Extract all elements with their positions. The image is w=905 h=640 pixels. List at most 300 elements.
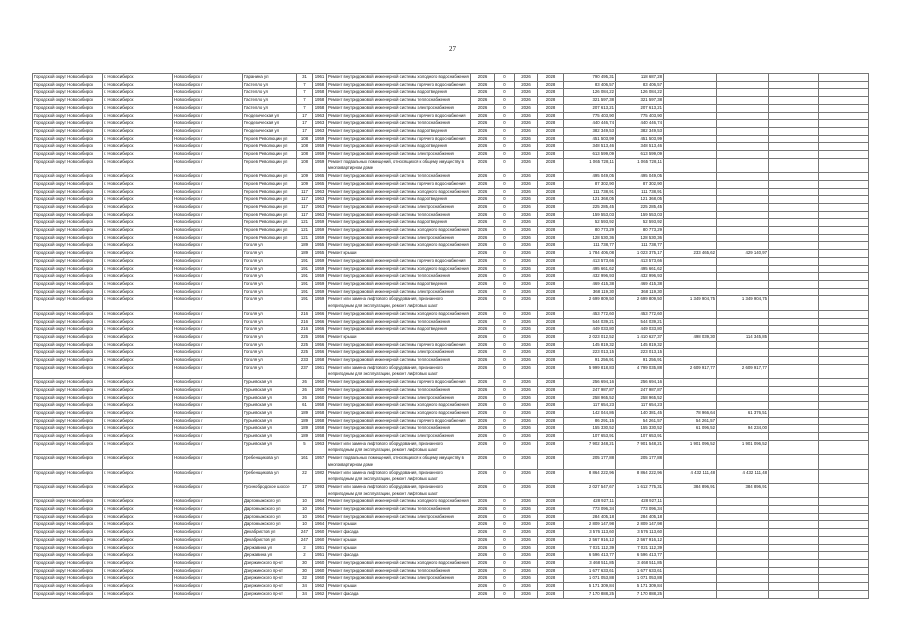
col-empty-1: [769, 81, 819, 89]
col-cost-extra-1: [664, 280, 717, 288]
col-count: 0: [495, 583, 515, 591]
col-plan-start: 2026: [515, 196, 538, 204]
col-count: 0: [495, 242, 515, 250]
col-house: 189: [297, 425, 313, 433]
col-cost-extra-1: [664, 349, 717, 357]
col-cost-extra-2: [717, 513, 769, 521]
col-cost-fund: 7 170 888,25: [616, 590, 664, 598]
col-empty-1: [769, 521, 819, 529]
col-plan-start: 2026: [515, 560, 538, 568]
col-city: Новосибирск г: [173, 97, 243, 105]
col-empty-2: [819, 242, 869, 250]
col-year-start: 2026: [471, 158, 495, 172]
col-house: 109: [297, 173, 313, 181]
table-row: [33, 97, 869, 105]
col-empty-1: [769, 104, 819, 112]
col-plan-end: 2028: [538, 74, 564, 82]
col-street: Дзержинского пр-кт: [243, 560, 297, 568]
col-cost-extra-1: [664, 433, 717, 441]
table-row: [33, 196, 869, 204]
col-city: Новосибирск г: [173, 425, 243, 433]
col-cost-extra-1: [664, 127, 717, 135]
col-cost-extra-2: 1 349 904,75: [717, 296, 769, 310]
col-city: Новосибирск г: [173, 135, 243, 143]
col-city: Новосибирск г: [173, 513, 243, 521]
col-count: 0: [495, 349, 515, 357]
col-cost-extra-2: [717, 583, 769, 591]
col-municipality: Городской округ Новосибирск: [33, 513, 103, 521]
col-cost-total: 111 738,91: [564, 188, 616, 196]
col-year-built: 1966: [313, 310, 327, 318]
col-cost-extra-2: [717, 506, 769, 514]
col-year-start: 2026: [471, 575, 495, 583]
col-empty-2: [819, 180, 869, 188]
col-cost-extra-1: [664, 112, 717, 120]
col-city: Новосибирск г: [173, 357, 243, 365]
col-plan-start: 2026: [515, 310, 538, 318]
col-empty-2: [819, 74, 869, 82]
col-year-built: 1958: [313, 97, 327, 105]
col-count: 0: [495, 394, 515, 402]
col-empty-2: [819, 394, 869, 402]
col-year-start: 2026: [471, 135, 495, 143]
col-plan-start: 2026: [515, 234, 538, 242]
col-house: 117: [297, 196, 313, 204]
col-cost-fund: 256 694,16: [616, 379, 664, 387]
col-plan-end: 2028: [538, 188, 564, 196]
col-work-type: Ремонт внутридомовой инженерной системы горячего водоснабжения: [327, 135, 471, 143]
col-cost-total: 7 902 348,21: [564, 440, 616, 454]
col-city: Новосибирск г: [173, 280, 243, 288]
col-plan-end: 2028: [538, 310, 564, 318]
col-empty-1: [769, 196, 819, 204]
col-work-type: Ремонт внутридомовой инженерной системы горячего водоснабжения: [327, 81, 471, 89]
col-empty-1: [769, 560, 819, 568]
col-municipality: Городской округ Новосибирск: [33, 402, 103, 410]
col-street: Гурьевская ул: [243, 417, 297, 425]
col-year-start: 2026: [471, 227, 495, 235]
col-municipality: Городской округ Новосибирск: [33, 158, 103, 172]
col-year-built: 1956: [313, 333, 327, 341]
col-year-start: 2026: [471, 506, 495, 514]
col-plan-end: 2028: [538, 483, 564, 497]
col-street: Дзержинского пр-кт: [243, 583, 297, 591]
col-street: Геодезическая ул: [243, 127, 297, 135]
col-empty-2: [819, 498, 869, 506]
col-cost-fund: 495 049,05: [616, 173, 664, 181]
col-plan-start: 2026: [515, 386, 538, 394]
col-work-type: Ремонт внутридомовой инженерной системы холодного водоснабжения: [327, 498, 471, 506]
col-cost-total: 348 513,46: [564, 143, 616, 151]
col-municipality: Городской округ Новосибирск: [33, 227, 103, 235]
table-row: [33, 203, 869, 211]
col-year-built: 1957: [313, 455, 327, 469]
col-empty-1: [769, 394, 819, 402]
col-street: Гусинобродское шоссе: [243, 483, 297, 497]
col-year-built: 1960: [313, 536, 327, 544]
col-street: Дзержинского пр-кт: [243, 590, 297, 598]
col-house: 191: [297, 265, 313, 273]
col-municipality: Городской округ Новосибирск: [33, 417, 103, 425]
table-row: [33, 469, 869, 483]
col-work-type: Ремонт внутридомовой инженерной системы холодного водоснабжения: [327, 188, 471, 196]
col-work-type: Ремонт внутридомовой инженерной системы электроснабжения: [327, 104, 471, 112]
col-empty-2: [819, 288, 869, 296]
col-work-type: Ремонт крыши: [327, 250, 471, 258]
col-empty-1: [769, 536, 819, 544]
col-year-start: 2026: [471, 219, 495, 227]
col-year-start: 2026: [471, 341, 495, 349]
col-cost-extra-2: [717, 552, 769, 560]
col-empty-1: [769, 440, 819, 454]
col-empty-2: [819, 104, 869, 112]
col-year-start: 2026: [471, 349, 495, 357]
col-plan-end: 2028: [538, 211, 564, 219]
col-settlement: г. Новосибирск: [103, 74, 173, 82]
col-city: Новосибирск г: [173, 349, 243, 357]
col-year-built: 1958: [313, 104, 327, 112]
col-street: Гоголя ул: [243, 288, 297, 296]
col-house: 161: [297, 455, 313, 469]
col-empty-2: [819, 158, 869, 172]
col-work-type: Ремонт крыши: [327, 333, 471, 341]
col-year-built: 1960: [313, 394, 327, 402]
col-municipality: Городской округ Новосибирск: [33, 483, 103, 497]
col-cost-total: 91 256,91: [564, 357, 616, 365]
col-count: 0: [495, 498, 515, 506]
col-empty-2: [819, 203, 869, 211]
col-year-built: 1959: [313, 227, 327, 235]
col-cost-fund: 1 612 775,31: [616, 483, 664, 497]
col-plan-start: 2026: [515, 379, 538, 387]
col-cost-total: 1 065 728,11: [564, 158, 616, 172]
col-cost-extra-2: [717, 227, 769, 235]
col-empty-1: [769, 89, 819, 97]
col-plan-end: 2028: [538, 81, 564, 89]
col-city: Новосибирск г: [173, 112, 243, 120]
col-house: 191: [297, 257, 313, 265]
table-body: [33, 74, 869, 599]
col-year-built: 1961: [313, 364, 327, 378]
col-cost-extra-1: [664, 120, 717, 128]
col-street: Героев Революции ул: [243, 227, 297, 235]
col-cost-fund: 145 819,32: [616, 341, 664, 349]
col-settlement: г. Новосибирск: [103, 455, 173, 469]
col-municipality: Городской округ Новосибирск: [33, 257, 103, 265]
col-city: Новосибирск г: [173, 529, 243, 537]
col-municipality: Городской округ Новосибирск: [33, 326, 103, 334]
col-settlement: г. Новосибирск: [103, 521, 173, 529]
col-settlement: г. Новосибирск: [103, 257, 173, 265]
table-row: [33, 120, 869, 128]
col-cost-fund: 440 446,74: [616, 120, 664, 128]
col-work-type: Ремонт внутридомовой инженерной системы теплоснабжения: [327, 273, 471, 281]
col-cost-total: 1 071 053,88: [564, 575, 616, 583]
col-cost-extra-1: 384 896,91: [664, 483, 717, 497]
col-municipality: Городской округ Новосибирск: [33, 180, 103, 188]
col-empty-1: [769, 409, 819, 417]
col-empty-1: [769, 506, 819, 514]
col-city: Новосибирск г: [173, 288, 243, 296]
col-plan-end: 2028: [538, 575, 564, 583]
col-cost-total: 469 415,38: [564, 280, 616, 288]
col-house: 7: [297, 104, 313, 112]
col-street: Даргомыжского ул: [243, 498, 297, 506]
col-cost-extra-2: [717, 349, 769, 357]
col-empty-2: [819, 265, 869, 273]
col-city: Новосибирск г: [173, 120, 243, 128]
col-street: Державина ул: [243, 552, 297, 560]
col-year-start: 2026: [471, 513, 495, 521]
col-empty-2: [819, 536, 869, 544]
col-work-type: Ремонт внутридомовой инженерной системы теплоснабжения: [327, 97, 471, 105]
col-city: Новосибирск г: [173, 409, 243, 417]
col-cost-extra-1: [664, 341, 717, 349]
col-work-type: Ремонт внутридомовой инженерной системы теплоснабжения: [327, 506, 471, 514]
col-cost-total: 83 406,57: [564, 81, 616, 89]
table-row: [33, 544, 869, 552]
col-plan-end: 2028: [538, 536, 564, 544]
col-city: Новосибирск г: [173, 590, 243, 598]
col-year-built: 1955: [313, 250, 327, 258]
col-count: 0: [495, 552, 515, 560]
col-city: Новосибирск г: [173, 326, 243, 334]
col-house: 216: [297, 310, 313, 318]
col-cost-fund: 128 530,36: [616, 234, 664, 242]
table-row: [33, 143, 869, 151]
col-year-start: 2026: [471, 257, 495, 265]
col-city: Новосибирск г: [173, 455, 243, 469]
col-cost-total: 7 170 888,25: [564, 590, 616, 598]
col-work-type: Ремонт внутридомовой инженерной системы водоотведения: [327, 89, 471, 97]
col-settlement: г. Новосибирск: [103, 250, 173, 258]
col-empty-2: [819, 257, 869, 265]
col-settlement: г. Новосибирск: [103, 575, 173, 583]
col-cost-fund: 8 864 222,96: [616, 469, 664, 483]
col-cost-total: 207 613,21: [564, 104, 616, 112]
col-year-start: 2026: [471, 364, 495, 378]
col-count: 0: [495, 310, 515, 318]
table-row: [33, 280, 869, 288]
col-cost-extra-1: [664, 455, 717, 469]
col-municipality: Городской округ Новосибирск: [33, 333, 103, 341]
col-cost-total: 368 119,30: [564, 288, 616, 296]
col-count: 0: [495, 536, 515, 544]
col-cost-fund: 495 661,62: [616, 265, 664, 273]
col-settlement: г. Новосибирск: [103, 219, 173, 227]
col-municipality: Городской округ Новосибирск: [33, 455, 103, 469]
col-settlement: г. Новосибирск: [103, 394, 173, 402]
col-plan-end: 2028: [538, 273, 564, 281]
col-year-built: 1960: [313, 529, 327, 537]
col-city: Новосибирск г: [173, 173, 243, 181]
col-year-start: 2026: [471, 104, 495, 112]
col-cost-extra-1: [664, 326, 717, 334]
col-year-built: 1959: [313, 219, 327, 227]
col-settlement: г. Новосибирск: [103, 120, 173, 128]
table-row: [33, 219, 869, 227]
col-plan-end: 2028: [538, 357, 564, 365]
col-empty-1: [769, 120, 819, 128]
col-city: Новосибирск г: [173, 506, 243, 514]
col-city: Новосибирск г: [173, 364, 243, 378]
col-cost-fund: 117 654,23: [616, 402, 664, 410]
col-year-start: 2026: [471, 97, 495, 105]
col-year-start: 2026: [471, 498, 495, 506]
col-work-type: Ремонт внутридомовой инженерной системы холодного водоснабжения: [327, 265, 471, 273]
table-row: [33, 560, 869, 568]
col-municipality: Городской округ Новосибирск: [33, 265, 103, 273]
col-plan-start: 2026: [515, 333, 538, 341]
col-plan-end: 2028: [538, 379, 564, 387]
col-cost-total: 87 302,90: [564, 180, 616, 188]
col-street: Гурьевская ул: [243, 394, 297, 402]
col-municipality: Городской округ Новосибирск: [33, 583, 103, 591]
col-count: 0: [495, 521, 515, 529]
col-cost-extra-1: 4 432 111,48: [664, 469, 717, 483]
col-plan-end: 2028: [538, 203, 564, 211]
col-settlement: г. Новосибирск: [103, 529, 173, 537]
col-street: Гоголя ул: [243, 250, 297, 258]
col-empty-1: [769, 158, 819, 172]
col-work-type: Ремонт крыши: [327, 521, 471, 529]
col-plan-start: 2026: [515, 521, 538, 529]
col-cost-extra-2: [717, 455, 769, 469]
table-row: [33, 498, 869, 506]
col-cost-extra-2: [717, 196, 769, 204]
col-work-type: Ремонт или замена лифтового оборудования, признанного непригодным для эксплуатации, ремонт лифтовых шахт: [327, 469, 471, 483]
col-city: Новосибирск г: [173, 575, 243, 583]
table-row: [33, 513, 869, 521]
col-year-built: 1965: [313, 173, 327, 181]
col-cost-extra-1: [664, 265, 717, 273]
col-cost-extra-2: [717, 104, 769, 112]
col-empty-2: [819, 81, 869, 89]
col-plan-end: 2028: [538, 250, 564, 258]
col-cost-extra-2: [717, 544, 769, 552]
col-count: 0: [495, 173, 515, 181]
col-cost-total: 2 567 916,12: [564, 536, 616, 544]
col-house: 108: [297, 143, 313, 151]
col-plan-start: 2026: [515, 440, 538, 454]
col-cost-total: 126 084,22: [564, 89, 616, 97]
table-row: [33, 188, 869, 196]
col-city: Новосибирск г: [173, 219, 243, 227]
col-cost-extra-2: [717, 536, 769, 544]
col-empty-1: [769, 97, 819, 105]
col-cost-fund: 2 567 916,12: [616, 536, 664, 544]
col-year-start: 2026: [471, 273, 495, 281]
col-municipality: Городской округ Новосибирск: [33, 575, 103, 583]
col-municipality: Городской округ Новосибирск: [33, 173, 103, 181]
col-plan-end: 2028: [538, 433, 564, 441]
col-count: 0: [495, 273, 515, 281]
col-plan-end: 2028: [538, 242, 564, 250]
col-empty-1: [769, 544, 819, 552]
col-street: Героев Революции ул: [243, 211, 297, 219]
col-cost-total: 3 468 511,85: [564, 560, 616, 568]
col-plan-end: 2028: [538, 227, 564, 235]
col-cost-fund: 4 799 035,88: [616, 364, 664, 378]
col-cost-total: 440 446,74: [564, 120, 616, 128]
table-row: [33, 386, 869, 394]
col-plan-end: 2028: [538, 135, 564, 143]
col-cost-extra-1: [664, 402, 717, 410]
table-row: [33, 394, 869, 402]
col-cost-total: 2 809 147,98: [564, 521, 616, 529]
col-empty-1: [769, 280, 819, 288]
col-count: 0: [495, 455, 515, 469]
col-cost-total: 86 291,15: [564, 417, 616, 425]
col-city: Новосибирск г: [173, 227, 243, 235]
col-cost-total: 790 495,31: [564, 74, 616, 82]
col-plan-start: 2026: [515, 173, 538, 181]
col-settlement: г. Новосибирск: [103, 402, 173, 410]
col-city: Новосибирск г: [173, 296, 243, 310]
col-year-start: 2026: [471, 544, 495, 552]
col-count: 0: [495, 440, 515, 454]
col-year-start: 2026: [471, 529, 495, 537]
table-row: [33, 81, 869, 89]
col-work-type: Ремонт внутридомовой инженерной системы теплоснабжения: [327, 318, 471, 326]
col-plan-start: 2026: [515, 357, 538, 365]
col-year-built: 1964: [313, 506, 327, 514]
col-year-start: 2026: [471, 280, 495, 288]
table-row: [33, 89, 869, 97]
col-cost-fund: 118 687,28: [616, 74, 664, 82]
col-cost-total: 449 033,80: [564, 326, 616, 334]
col-year-built: 1963: [313, 112, 327, 120]
col-cost-total: 117 654,23: [564, 402, 616, 410]
col-empty-2: [819, 433, 869, 441]
col-plan-start: 2026: [515, 104, 538, 112]
col-plan-end: 2028: [538, 219, 564, 227]
col-city: Новосибирск г: [173, 81, 243, 89]
col-year-built: 1963: [313, 203, 327, 211]
col-cost-fund: 284 405,18: [616, 513, 664, 521]
col-plan-start: 2026: [515, 583, 538, 591]
col-empty-1: [769, 211, 819, 219]
col-year-start: 2026: [471, 560, 495, 568]
col-empty-1: [769, 265, 819, 273]
col-count: 0: [495, 135, 515, 143]
col-municipality: Городской округ Новосибирск: [33, 341, 103, 349]
col-plan-end: 2028: [538, 544, 564, 552]
col-municipality: Городской округ Новосибирск: [33, 135, 103, 143]
col-plan-end: 2028: [538, 394, 564, 402]
col-city: Новосибирск г: [173, 104, 243, 112]
col-plan-end: 2028: [538, 89, 564, 97]
col-plan-start: 2026: [515, 394, 538, 402]
col-year-start: 2026: [471, 455, 495, 469]
col-street: Гоголя ул: [243, 242, 297, 250]
col-plan-start: 2026: [515, 536, 538, 544]
col-settlement: г. Новосибирск: [103, 590, 173, 598]
col-work-type: Ремонт подвальных помещений, относящихся к общему имуществу в многоквартирном доме: [327, 455, 471, 469]
col-street: Декабристов ул: [243, 536, 297, 544]
col-work-type: Ремонт внутридомовой инженерной системы электроснабжения: [327, 151, 471, 159]
col-work-type: Ремонт внутридомовой инженерной системы холодного водоснабжения: [327, 227, 471, 235]
col-work-type: Ремонт внутридомовой инженерной системы электроснабжения: [327, 575, 471, 583]
col-cost-extra-1: [664, 89, 717, 97]
col-empty-1: [769, 357, 819, 365]
col-plan-end: 2028: [538, 386, 564, 394]
col-street: Гребенщикова ул: [243, 455, 297, 469]
col-municipality: Городской округ Новосибирск: [33, 188, 103, 196]
col-cost-extra-1: [664, 180, 717, 188]
col-cost-fund: 773 096,34: [616, 506, 664, 514]
table-row: [33, 341, 869, 349]
